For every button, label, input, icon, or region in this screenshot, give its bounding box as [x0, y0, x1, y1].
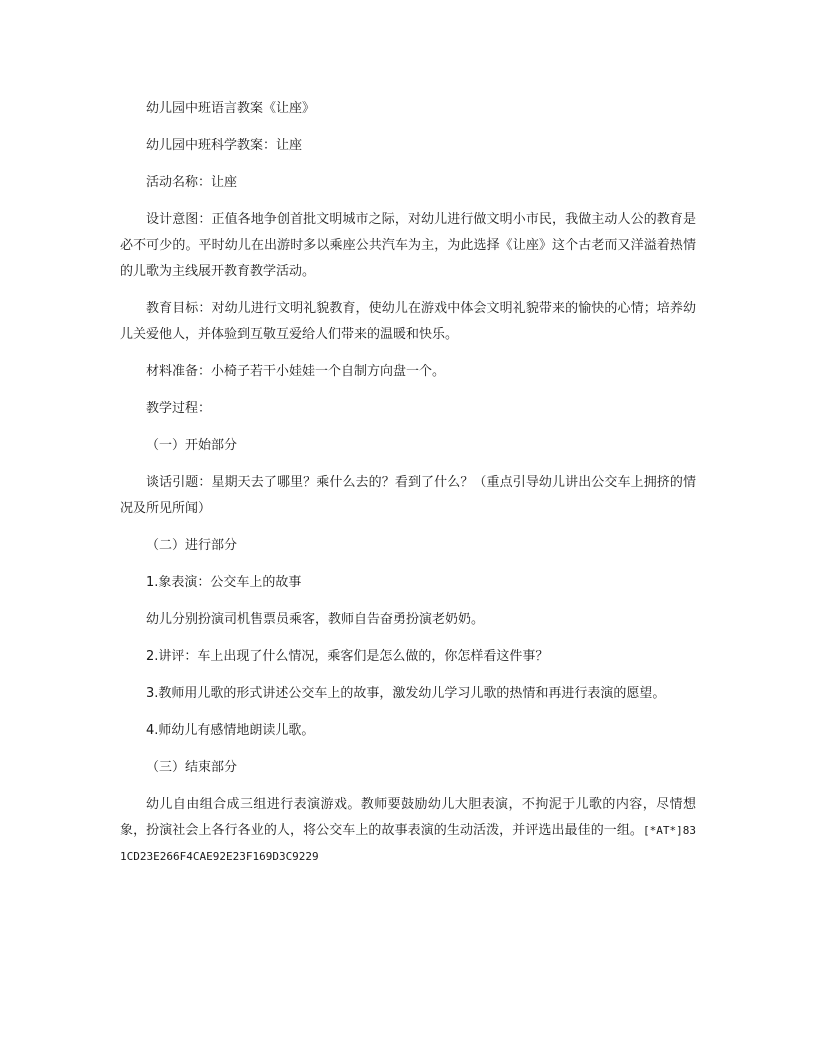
document-title: 幼儿园中班语言教案《让座》	[146, 101, 316, 116]
topic-intro: 谈话引题：星期天去了哪里？乘什么去的？看到了什么？（重点引导幼儿讲出公交车上拥挤的情况及所见所闻）	[120, 475, 696, 516]
step-3: 3.教师用儿歌的形式讲述公交车上的故事，激发幼儿学习儿歌的热情和再进行表演的愿望。	[146, 686, 666, 701]
document-subtitle: 幼儿园中班科学教案：让座	[146, 138, 303, 153]
teaching-process-heading: 教学过程：	[146, 401, 212, 416]
step-1: 1.象表演：公交车上的故事	[146, 575, 302, 590]
step-4: 4.师幼儿有感情地朗读儿歌。	[146, 723, 315, 738]
materials: 材料准备：小椅子若干小娃娃一个自制方向盘一个。	[146, 364, 446, 379]
section-1-heading: （一）开始部分	[146, 438, 238, 453]
activity-name: 活动名称：让座	[146, 175, 238, 190]
education-goals: 教育目标：对幼儿进行文明礼貌教育，使幼儿在游戏中体会文明礼貌带来的愉快的心情；培养幼儿关爱他人，并体验到互敬互爱给人们带来的温暖和快乐。	[120, 301, 696, 342]
document-code: [*AT*]831CD23E266F4CAE92E23F169D3C9229	[120, 824, 696, 863]
closing-paragraph	[120, 792, 696, 870]
design-intent: 设计意图：正值各地争创首批文明城市之际，对幼儿进行做文明小市民，我做主动人公的教育是必不可少的。平时幼儿在出游时多以乘座公共汽车为主，为此选择《让座》这个古老而又洋溢着热情的儿歌为主线展开教育教学活动。	[120, 212, 696, 279]
section-2-heading: （二）进行部分	[146, 538, 238, 553]
role-play: 幼儿分别扮演司机售票员乘客，教师自告奋勇扮演老奶奶。	[146, 612, 485, 627]
section-3-heading: （三）结束部分	[146, 760, 238, 775]
document-body	[120, 96, 696, 870]
closing-text: 幼儿自由组合成三组进行表演游戏。教师要鼓励幼儿大胆表演，不拘泥于儿歌的内容，尽情想象，扮演社会上各行各业的人，将公交车上的故事表演的生动活泼，并评选出最佳的一组。	[120, 797, 696, 838]
step-2: 2.讲评：车上出现了什么情况，乘客们是怎么做的，你怎样看这件事？	[146, 649, 549, 664]
